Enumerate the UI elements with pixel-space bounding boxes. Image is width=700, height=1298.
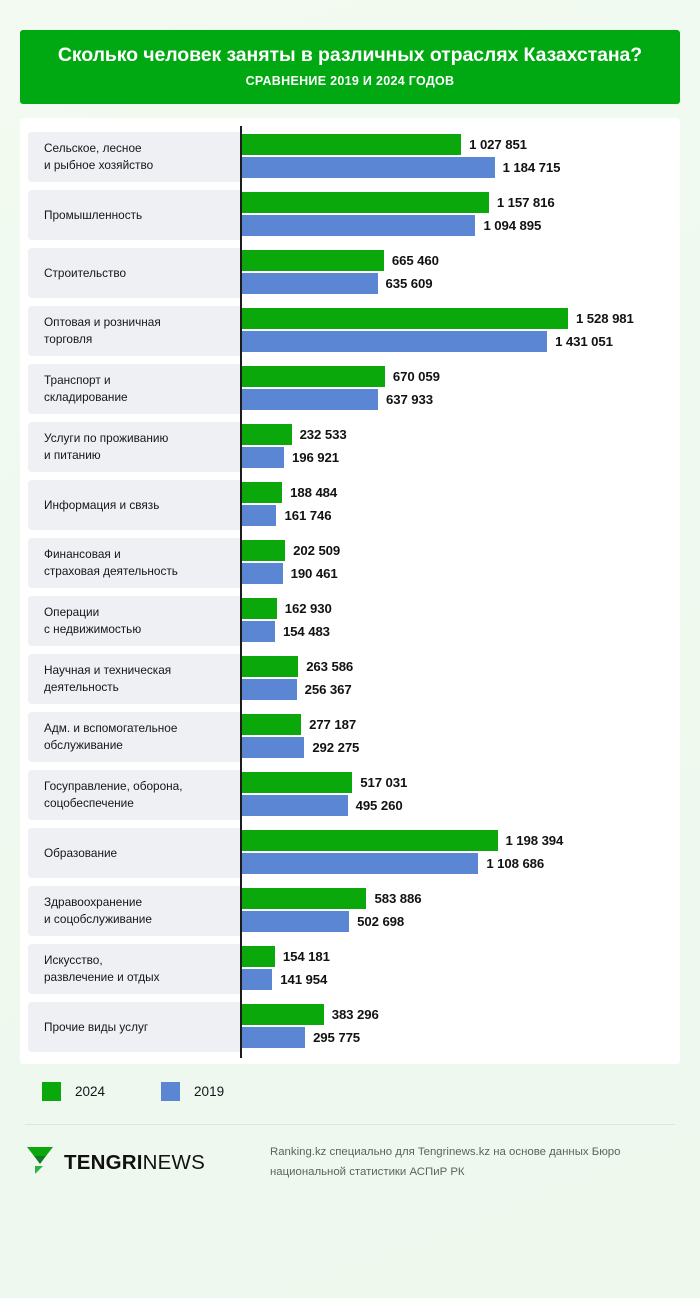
legend-item-2019[interactable] <box>161 1082 224 1101</box>
chart-row <box>20 650 680 708</box>
bar-rect <box>242 772 352 793</box>
bar-value-label: 190 461 <box>290 566 338 582</box>
bar-rect <box>242 946 275 967</box>
page-subtitle: СРАВНЕНИЕ 2019 И 2024 ГОДОВ <box>245 74 455 89</box>
chart-row <box>20 476 680 534</box>
bar-value-label: 141 954 <box>280 972 328 988</box>
bar-rect <box>242 853 478 874</box>
tengri-mark-icon <box>25 1144 55 1181</box>
row-category-label <box>28 944 242 994</box>
row-bars <box>242 192 680 238</box>
bar-rect <box>242 215 475 236</box>
bar-rect <box>242 911 349 932</box>
footer <box>25 1143 675 1182</box>
bar-2024 <box>242 888 680 909</box>
chart-row <box>20 302 680 360</box>
row-label-line: деятельность <box>44 680 119 695</box>
bar-2019 <box>242 157 680 178</box>
chart-legend <box>42 1082 700 1101</box>
row-category-label <box>28 712 242 762</box>
row-bars <box>242 482 680 528</box>
bar-2024 <box>242 540 680 561</box>
row-label-line: Сельское, лесное <box>44 141 142 156</box>
bar-2024 <box>242 656 680 677</box>
bar-rect <box>242 308 568 329</box>
bar-value-label: 202 509 <box>293 543 341 559</box>
bar-value-label: 670 059 <box>392 369 440 385</box>
row-label-line: Искусство, <box>44 953 103 968</box>
bar-2024 <box>242 482 680 503</box>
row-label-line: Транспорт и <box>44 373 111 388</box>
brand-name-light: NEWS <box>142 1150 205 1174</box>
bar-value-label: 495 260 <box>355 798 403 814</box>
row-label-line: и рыбное хозяйство <box>44 158 154 173</box>
row-bars <box>242 308 680 354</box>
row-bars <box>242 134 680 180</box>
bar-2024 <box>242 424 680 445</box>
bar-value-label: 154 181 <box>282 949 330 965</box>
bar-value-label: 517 031 <box>360 775 408 791</box>
bar-rect <box>242 447 284 468</box>
row-category-label <box>28 132 242 182</box>
row-label-line: соцобеспечение <box>44 796 134 811</box>
row-category-label <box>28 364 242 414</box>
row-label-line: торговля <box>44 332 93 347</box>
bar-2024 <box>242 772 680 793</box>
bar-rect <box>242 273 378 294</box>
bar-value-label: 1 198 394 <box>505 833 564 849</box>
chart-axis-line <box>240 126 242 1058</box>
bar-2019 <box>242 679 680 700</box>
row-label-line: и питанию <box>44 448 101 463</box>
bar-2019 <box>242 621 680 642</box>
bar-chart <box>20 118 680 1064</box>
bar-value-label: 637 933 <box>386 392 433 408</box>
bar-rect <box>242 714 301 735</box>
bar-2024 <box>242 946 680 967</box>
bar-2024 <box>242 192 680 213</box>
bar-2024 <box>242 598 680 619</box>
bar-rect <box>242 888 366 909</box>
brand-name-bold: TENGRI <box>64 1150 143 1174</box>
bar-2019 <box>242 563 680 584</box>
bar-value-label: 1 027 851 <box>469 137 527 153</box>
row-label-line: с недвижимостью <box>44 622 142 637</box>
bar-rect <box>242 389 378 410</box>
credit-line-2: национальной статистики АСПиР РК <box>270 1165 465 1178</box>
bar-2019 <box>242 273 680 294</box>
row-category-label <box>28 190 242 240</box>
row-category-label <box>28 596 242 646</box>
bar-2019 <box>242 505 680 526</box>
row-label-line: Финансовая и <box>44 547 121 562</box>
chart-row <box>20 592 680 650</box>
bar-value-label: 1 094 895 <box>483 218 542 234</box>
row-category-label <box>28 480 242 530</box>
chart-row <box>20 824 680 882</box>
bar-value-label: 256 367 <box>304 682 352 698</box>
bar-value-label: 162 930 <box>284 601 332 617</box>
row-bars <box>242 888 680 934</box>
bar-rect <box>242 969 272 990</box>
chart-row <box>20 418 680 476</box>
chart-row <box>20 534 680 592</box>
row-label-line: и соцобслуживание <box>44 912 152 927</box>
row-label-line: Научная и техническая <box>44 663 172 678</box>
row-bars <box>242 366 680 412</box>
row-category-label <box>28 828 242 878</box>
bar-value-label: 502 698 <box>357 914 405 930</box>
bar-rect <box>242 1004 324 1025</box>
bar-value-label: 583 886 <box>374 891 422 907</box>
bar-value-label: 383 296 <box>331 1007 379 1023</box>
legend-item-2024[interactable] <box>42 1082 105 1101</box>
row-label-line: обслуживание <box>44 738 123 753</box>
row-label-line: Услуги по проживанию <box>44 431 169 446</box>
bar-2024 <box>242 830 680 851</box>
bar-value-label: 263 586 <box>306 659 354 675</box>
bar-rect <box>242 540 285 561</box>
bar-2024 <box>242 308 680 329</box>
row-category-label <box>28 306 242 356</box>
row-label-line: развлечение и отдых <box>44 970 160 985</box>
chart-row <box>20 940 680 998</box>
row-category-label <box>28 654 242 704</box>
bar-value-label: 635 609 <box>385 276 433 292</box>
bar-rect <box>242 737 304 758</box>
credit-line-1: Ranking.kz специально для Tengrinews.kz на основе данных Бюро <box>270 1146 621 1159</box>
bar-2024 <box>242 134 680 155</box>
row-label-line: Прочие виды услуг <box>44 1019 149 1034</box>
chart-row <box>20 244 680 302</box>
chart-row <box>20 186 680 244</box>
bar-rect <box>242 482 282 503</box>
bar-rect <box>242 830 498 851</box>
chart-row <box>20 128 680 186</box>
legend-label: 2019 <box>194 1084 225 1100</box>
bar-value-label: 1 157 816 <box>496 195 555 211</box>
row-label-line: Строительство <box>44 265 127 280</box>
legend-swatch-icon <box>161 1082 180 1101</box>
bar-rect <box>242 598 277 619</box>
chart-rows <box>20 128 680 1056</box>
row-bars <box>242 772 680 818</box>
row-label-line: страховая деятельность <box>44 564 178 579</box>
bar-value-label: 1 431 051 <box>555 334 613 350</box>
row-category-label <box>28 886 242 936</box>
row-label-line: Адм. и вспомогательное <box>44 721 178 736</box>
legend-swatch-icon <box>42 1082 61 1101</box>
bar-value-label: 295 775 <box>313 1030 361 1046</box>
row-label-line: Операции <box>44 605 100 620</box>
bar-value-label: 1 528 981 <box>576 311 634 327</box>
bar-rect <box>242 679 297 700</box>
row-bars <box>242 540 680 586</box>
chart-row <box>20 998 680 1056</box>
bar-2019 <box>242 853 680 874</box>
row-category-label <box>28 538 242 588</box>
chart-row <box>20 766 680 824</box>
row-category-label <box>28 1002 242 1052</box>
bar-rect <box>242 134 461 155</box>
bar-2019 <box>242 389 680 410</box>
bar-rect <box>242 505 276 526</box>
bar-value-label: 292 275 <box>312 740 360 756</box>
tengri-news-logo[interactable] <box>25 1144 270 1181</box>
bar-2019 <box>242 795 680 816</box>
row-bars <box>242 714 680 760</box>
header-banner <box>20 30 680 104</box>
bar-value-label: 196 921 <box>291 450 339 466</box>
row-label-line: Информация и связь <box>44 497 160 512</box>
row-bars <box>242 1004 680 1050</box>
bar-2024 <box>242 250 680 271</box>
bar-rect <box>242 366 385 387</box>
row-label-line: Образование <box>44 845 118 860</box>
bar-rect <box>242 250 384 271</box>
bar-2019 <box>242 737 680 758</box>
bar-2019 <box>242 911 680 932</box>
credit-text <box>270 1143 620 1182</box>
bar-value-label: 154 483 <box>282 624 330 640</box>
bar-value-label: 232 533 <box>299 427 347 443</box>
row-category-label <box>28 422 242 472</box>
bar-rect <box>242 157 495 178</box>
bar-value-label: 277 187 <box>309 717 357 733</box>
bar-rect <box>242 1027 305 1048</box>
bar-2019 <box>242 969 680 990</box>
bar-value-label: 665 460 <box>391 253 439 269</box>
bar-2024 <box>242 714 680 735</box>
page-title: Сколько человек заняты в различных отраслях Казахстана? <box>57 44 643 66</box>
bar-value-label: 1 184 715 <box>502 160 561 176</box>
row-label-line: складирование <box>44 390 128 405</box>
row-bars <box>242 424 680 470</box>
bar-2019 <box>242 331 680 352</box>
row-bars <box>242 946 680 992</box>
bar-rect <box>242 331 547 352</box>
bar-rect <box>242 563 283 584</box>
bar-rect <box>242 192 489 213</box>
row-category-label <box>28 248 242 298</box>
bar-2024 <box>242 1004 680 1025</box>
bar-value-label: 161 746 <box>284 508 332 524</box>
row-bars <box>242 656 680 702</box>
row-label-line: Промышленность <box>44 207 143 222</box>
bar-value-label: 188 484 <box>290 485 338 501</box>
row-label-line: Здравоохранение <box>44 895 143 910</box>
row-category-label <box>28 770 242 820</box>
row-bars <box>242 250 680 296</box>
bar-rect <box>242 621 275 642</box>
bar-2019 <box>242 447 680 468</box>
row-bars <box>242 830 680 876</box>
bar-rect <box>242 656 298 677</box>
row-label-line: Оптовая и розничная <box>44 315 161 330</box>
footer-divider <box>25 1124 675 1125</box>
brand-wordmark <box>64 1151 205 1175</box>
chart-row <box>20 360 680 418</box>
legend-label: 2024 <box>75 1084 106 1100</box>
bar-2019 <box>242 1027 680 1048</box>
row-label-line: Госуправление, оборона, <box>44 779 183 794</box>
chart-row <box>20 882 680 940</box>
bar-2019 <box>242 215 680 236</box>
bar-rect <box>242 424 292 445</box>
chart-row <box>20 708 680 766</box>
bar-rect <box>242 795 348 816</box>
row-bars <box>242 598 680 644</box>
bar-value-label: 1 108 686 <box>486 856 545 872</box>
bar-2024 <box>242 366 680 387</box>
